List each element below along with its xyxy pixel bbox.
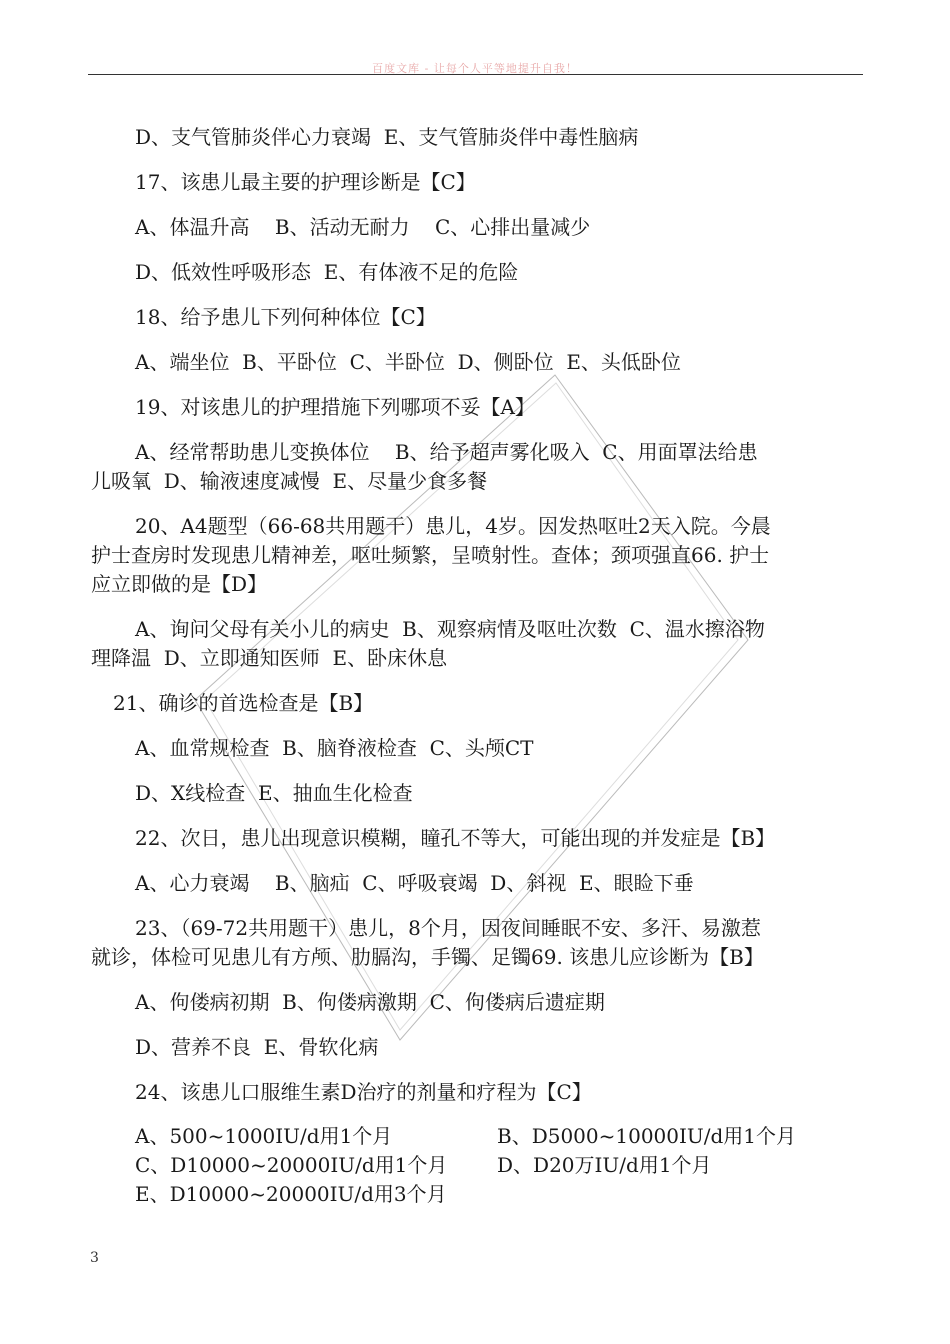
page-number: 3 <box>90 1250 99 1266</box>
page-header: 百度文库 - 让每个人平等地提升自我！ <box>372 62 578 75</box>
question-21: 21、确诊的首选检查是【B】 <box>113 691 374 715</box>
question-22: 22、次日，患儿出现意识模糊，瞳孔不等大，可能出现的并发症是【B】 <box>135 826 776 850</box>
option-c: C、D10000~20000IU/d用1个月 <box>135 1153 448 1177</box>
options-line: A、体温升高 B、活动无耐力 C、心排出量减少 <box>135 215 591 239</box>
option-a: A、500~1000IU/d用1个月 <box>135 1124 393 1148</box>
option-b: B、D5000~10000IU/d用1个月 <box>497 1124 797 1148</box>
options-line: 儿吸氧 D、输液速度减慢 E、尽量少食多餐 <box>91 469 488 493</box>
options-line: A、端坐位 B、平卧位 C、半卧位 D、侧卧位 E、头低卧位 <box>135 350 681 374</box>
question-20-continued: 护士查房时发现患儿精神差，呕吐频繁，呈喷射性。查体；颈项强直66. 护士 <box>91 543 770 567</box>
option-e: E、D10000~20000IU/d用3个月 <box>135 1182 447 1206</box>
question-20-continued: 应立即做的是【D】 <box>91 572 268 596</box>
header-rule <box>88 74 863 75</box>
question-19: 19、对该患儿的护理措施下列哪项不妥【A】 <box>135 395 535 419</box>
question-23-continued: 就诊，体检可见患儿有方颅、肋膈沟，手镯、足镯69. 该患儿应诊断为【B】 <box>91 945 764 969</box>
options-line: D、营养不良 E、骨软化病 <box>135 1035 379 1059</box>
options-line: 理降温 D、立即通知医师 E、卧床休息 <box>91 646 448 670</box>
options-line: A、血常规检查 B、脑脊液检查 C、头颅CT <box>135 736 534 760</box>
options-line: D、X线检查 E、抽血生化检查 <box>135 781 413 805</box>
question-20: 20、A4题型（66-68共用题干）患儿，4岁。因发热呕吐2天入院。今晨 <box>135 514 771 538</box>
options-line: A、经常帮助患儿变换体位 B、给予超声雾化吸入 C、用面罩法给患 <box>135 440 758 464</box>
question-17: 17、该患儿最主要的护理诊断是【C】 <box>135 170 476 194</box>
options-line: A、心力衰竭 B、脑疝 C、呼吸衰竭 D、斜视 E、眼睑下垂 <box>135 871 694 895</box>
option-d: D、D20万IU/d用1个月 <box>497 1153 712 1177</box>
text-line: D、支气管肺炎伴心力衰竭 E、支气管肺炎伴中毒性脑病 <box>135 125 639 149</box>
options-line: A、询问父母有关小儿的病史 B、观察病情及呕吐次数 C、温水擦浴物 <box>135 617 765 641</box>
options-line: D、低效性呼吸形态 E、有体液不足的危险 <box>135 260 519 284</box>
question-24: 24、该患儿口服维生素D治疗的剂量和疗程为【C】 <box>135 1080 592 1104</box>
question-18: 18、给予患儿下列何种体位【C】 <box>135 305 436 329</box>
question-23: 23、（69-72共用题干）患儿，8个月，因夜间睡眠不安、多汗、易激惹 <box>135 916 761 940</box>
options-line: A、佝偻病初期 B、佝偻病激期 C、佝偻病后遗症期 <box>135 990 605 1014</box>
